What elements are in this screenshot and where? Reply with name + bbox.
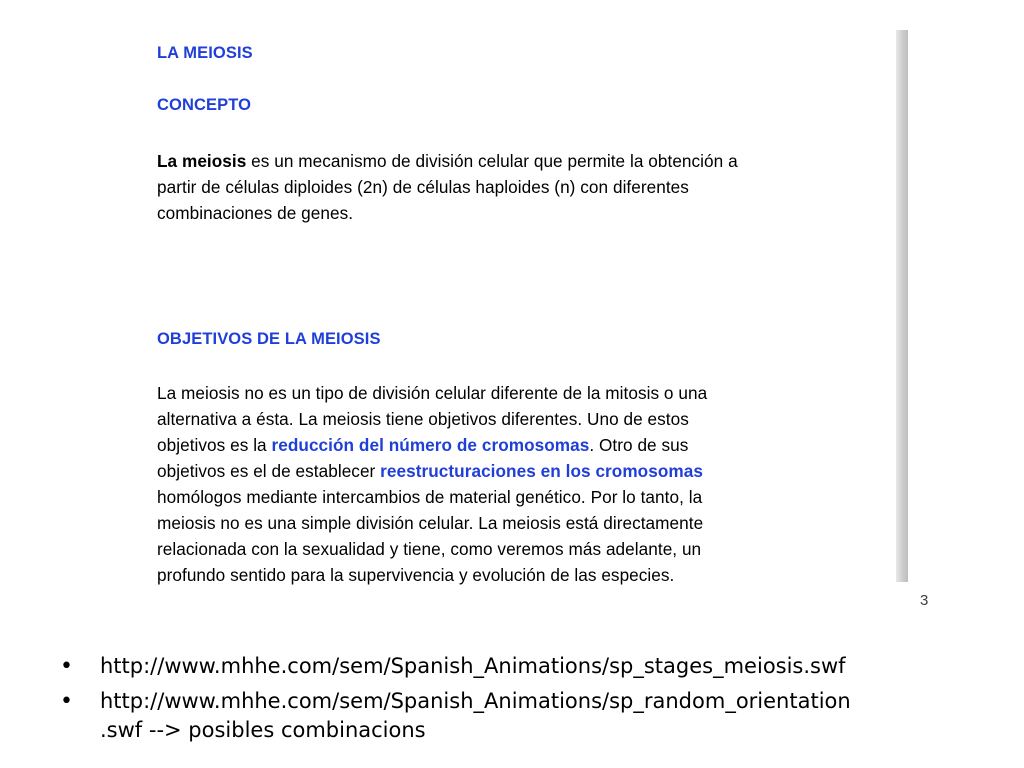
concept-lead-term: La meiosis bbox=[157, 151, 247, 171]
link-random-orientation-note: .swf --> posibles combinacions bbox=[100, 718, 426, 742]
objectives-line-6: meiosis no es una simple división celular. La meiosis está directamente bbox=[157, 513, 704, 533]
objectives-line-8: profundo sentido para la supervivencia y evolución de las especies. bbox=[157, 565, 675, 585]
document-scrollbar-edge bbox=[896, 30, 908, 582]
objectives-paragraph bbox=[157, 380, 892, 588]
bullet-icon: • bbox=[60, 654, 73, 679]
objectives-line-2: alternativa a ésta. La meiosis tiene objetivos diferentes. Uno de estos bbox=[157, 409, 689, 429]
objectives-line-4a: objetivos es el de establecer bbox=[157, 461, 381, 481]
concept-line-1: es un mecanismo de división celular que permite la obtención a bbox=[246, 151, 738, 171]
objectives-line-7: relacionada con la sexualidad y tiene, como veremos más adelante, un bbox=[157, 539, 702, 559]
link-list bbox=[58, 652, 998, 751]
document-image bbox=[152, 30, 904, 585]
slide-number: 3 bbox=[920, 592, 929, 609]
objectives-line-5: homólogos mediante intercambios de material genético. Por lo tanto, la bbox=[157, 487, 703, 507]
link-random-orientation[interactable] bbox=[100, 689, 851, 713]
list-item bbox=[58, 687, 998, 745]
highlight-chromosome-reduction: reducción del número de cromosomas bbox=[271, 435, 590, 455]
objectives-line-1: La meiosis no es un tipo de división celular diferente de la mitosis o una bbox=[157, 383, 708, 403]
bullet-icon: • bbox=[60, 689, 73, 714]
list-item bbox=[58, 652, 998, 681]
objectives-line-3a: objetivos es la bbox=[157, 435, 272, 455]
concept-heading: CONCEPTO bbox=[157, 96, 252, 114]
concept-line-3: combinaciones de genes. bbox=[157, 203, 354, 223]
objectives-heading: OBJETIVOS DE LA MEIOSIS bbox=[157, 330, 381, 348]
objectives-line-3b: . Otro de sus bbox=[589, 435, 689, 455]
link-stages-meiosis-text: http://www.mhhe.com/sem/Spanish_Animations/sp_stages_meiosis.swf bbox=[100, 654, 846, 678]
link-stages-meiosis[interactable] bbox=[100, 654, 846, 678]
concept-paragraph bbox=[157, 148, 892, 226]
document-title: LA MEIOSIS bbox=[157, 44, 253, 62]
highlight-chromosome-restructuring: reestructuraciones en los cromosomas bbox=[380, 461, 703, 481]
concept-line-2: partir de células diploides (2n) de células haploides (n) con diferentes bbox=[157, 177, 689, 197]
link-random-orientation-text: http://www.mhhe.com/sem/Spanish_Animations/sp_random_orientation bbox=[100, 689, 851, 713]
